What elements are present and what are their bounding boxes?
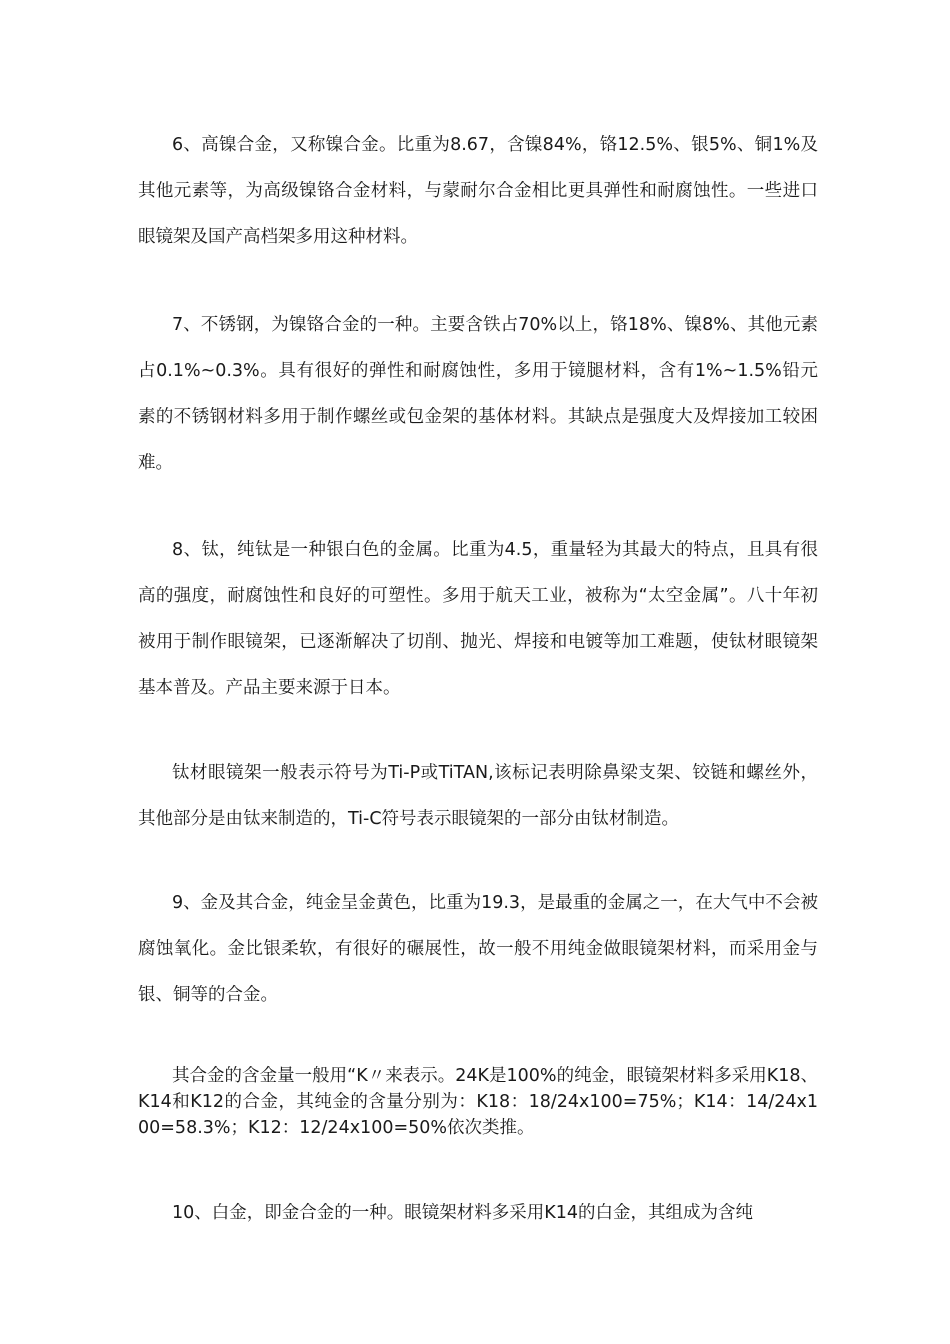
paragraph-gold-alloy: 9、金及其合金，纯金呈金黄色，比重为19.3，是最重的金属之一，在大气中不会被腐蚀氧化。金比银柔软，有很好的碾展性，故一般不用纯金做眼镜架材料，而采用金与银、铜等的合金。 <box>138 893 818 1005</box>
paragraph-white-gold: 10、白金，即金合金的一种。眼镜架材料多采用K14的白金，其组成为含纯 <box>172 1203 754 1223</box>
paragraph-nickel-alloy: 6、高镍合金，又称镍合金。比重为8.67，含镍84%，铬12.5%、银5%、铜1%及其他元素等，为高级镍铬合金材料，与蒙耐尔合金相比更具弹性和耐腐蚀性。一些进口眼镜架及国产高档架多用这种材料。 <box>138 135 818 247</box>
paragraph-karat: 其合金的含金量一般用“K〃来表示。24K是100%的纯金，眼镜架材料多采用K18、K14和K12的合金，其纯金的含量分别为：K18：18/24x100=75%；K14：14/24x100=58.3%；K12：12/24x100=50%依次类推。 <box>138 1066 818 1138</box>
paragraph-titanium: 8、钛，纯钛是一种银白色的金属。比重为4.5，重量轻为其最大的特点，且具有很高的强度，耐腐蚀性和良好的可塑性。多用于航天工业，被称为“太空金属”。八十年初被用于制作眼镜架，已逐渐解决了切削、抛光、焊接和电镀等加工难题，使钛材眼镜架基本普及。产品主要来源于日本。 <box>138 540 818 698</box>
paragraph-stainless-steel: 7、不锈钢，为镍铬合金的一种。主要含铁占70%以上，铬18%、镍8%、其他元素占0.1%~0.3%。具有很好的弹性和耐腐蚀性，多用于镜腿材料，含有1%~1.5%铅元素的不锈钢材料多用于制作螺丝或包金架的基体材料。其缺点是强度大及焊接加工较困难。 <box>138 315 818 473</box>
paragraph-titanium-marking: 钛材眼镜架一般表示符号为Ti-P或TiTAN,该标记表明除鼻梁支架、铰链和螺丝外，其他部分是由钛来制造的，Ti-C符号表示眼镜架的一部分由钛材制造。 <box>138 763 818 829</box>
